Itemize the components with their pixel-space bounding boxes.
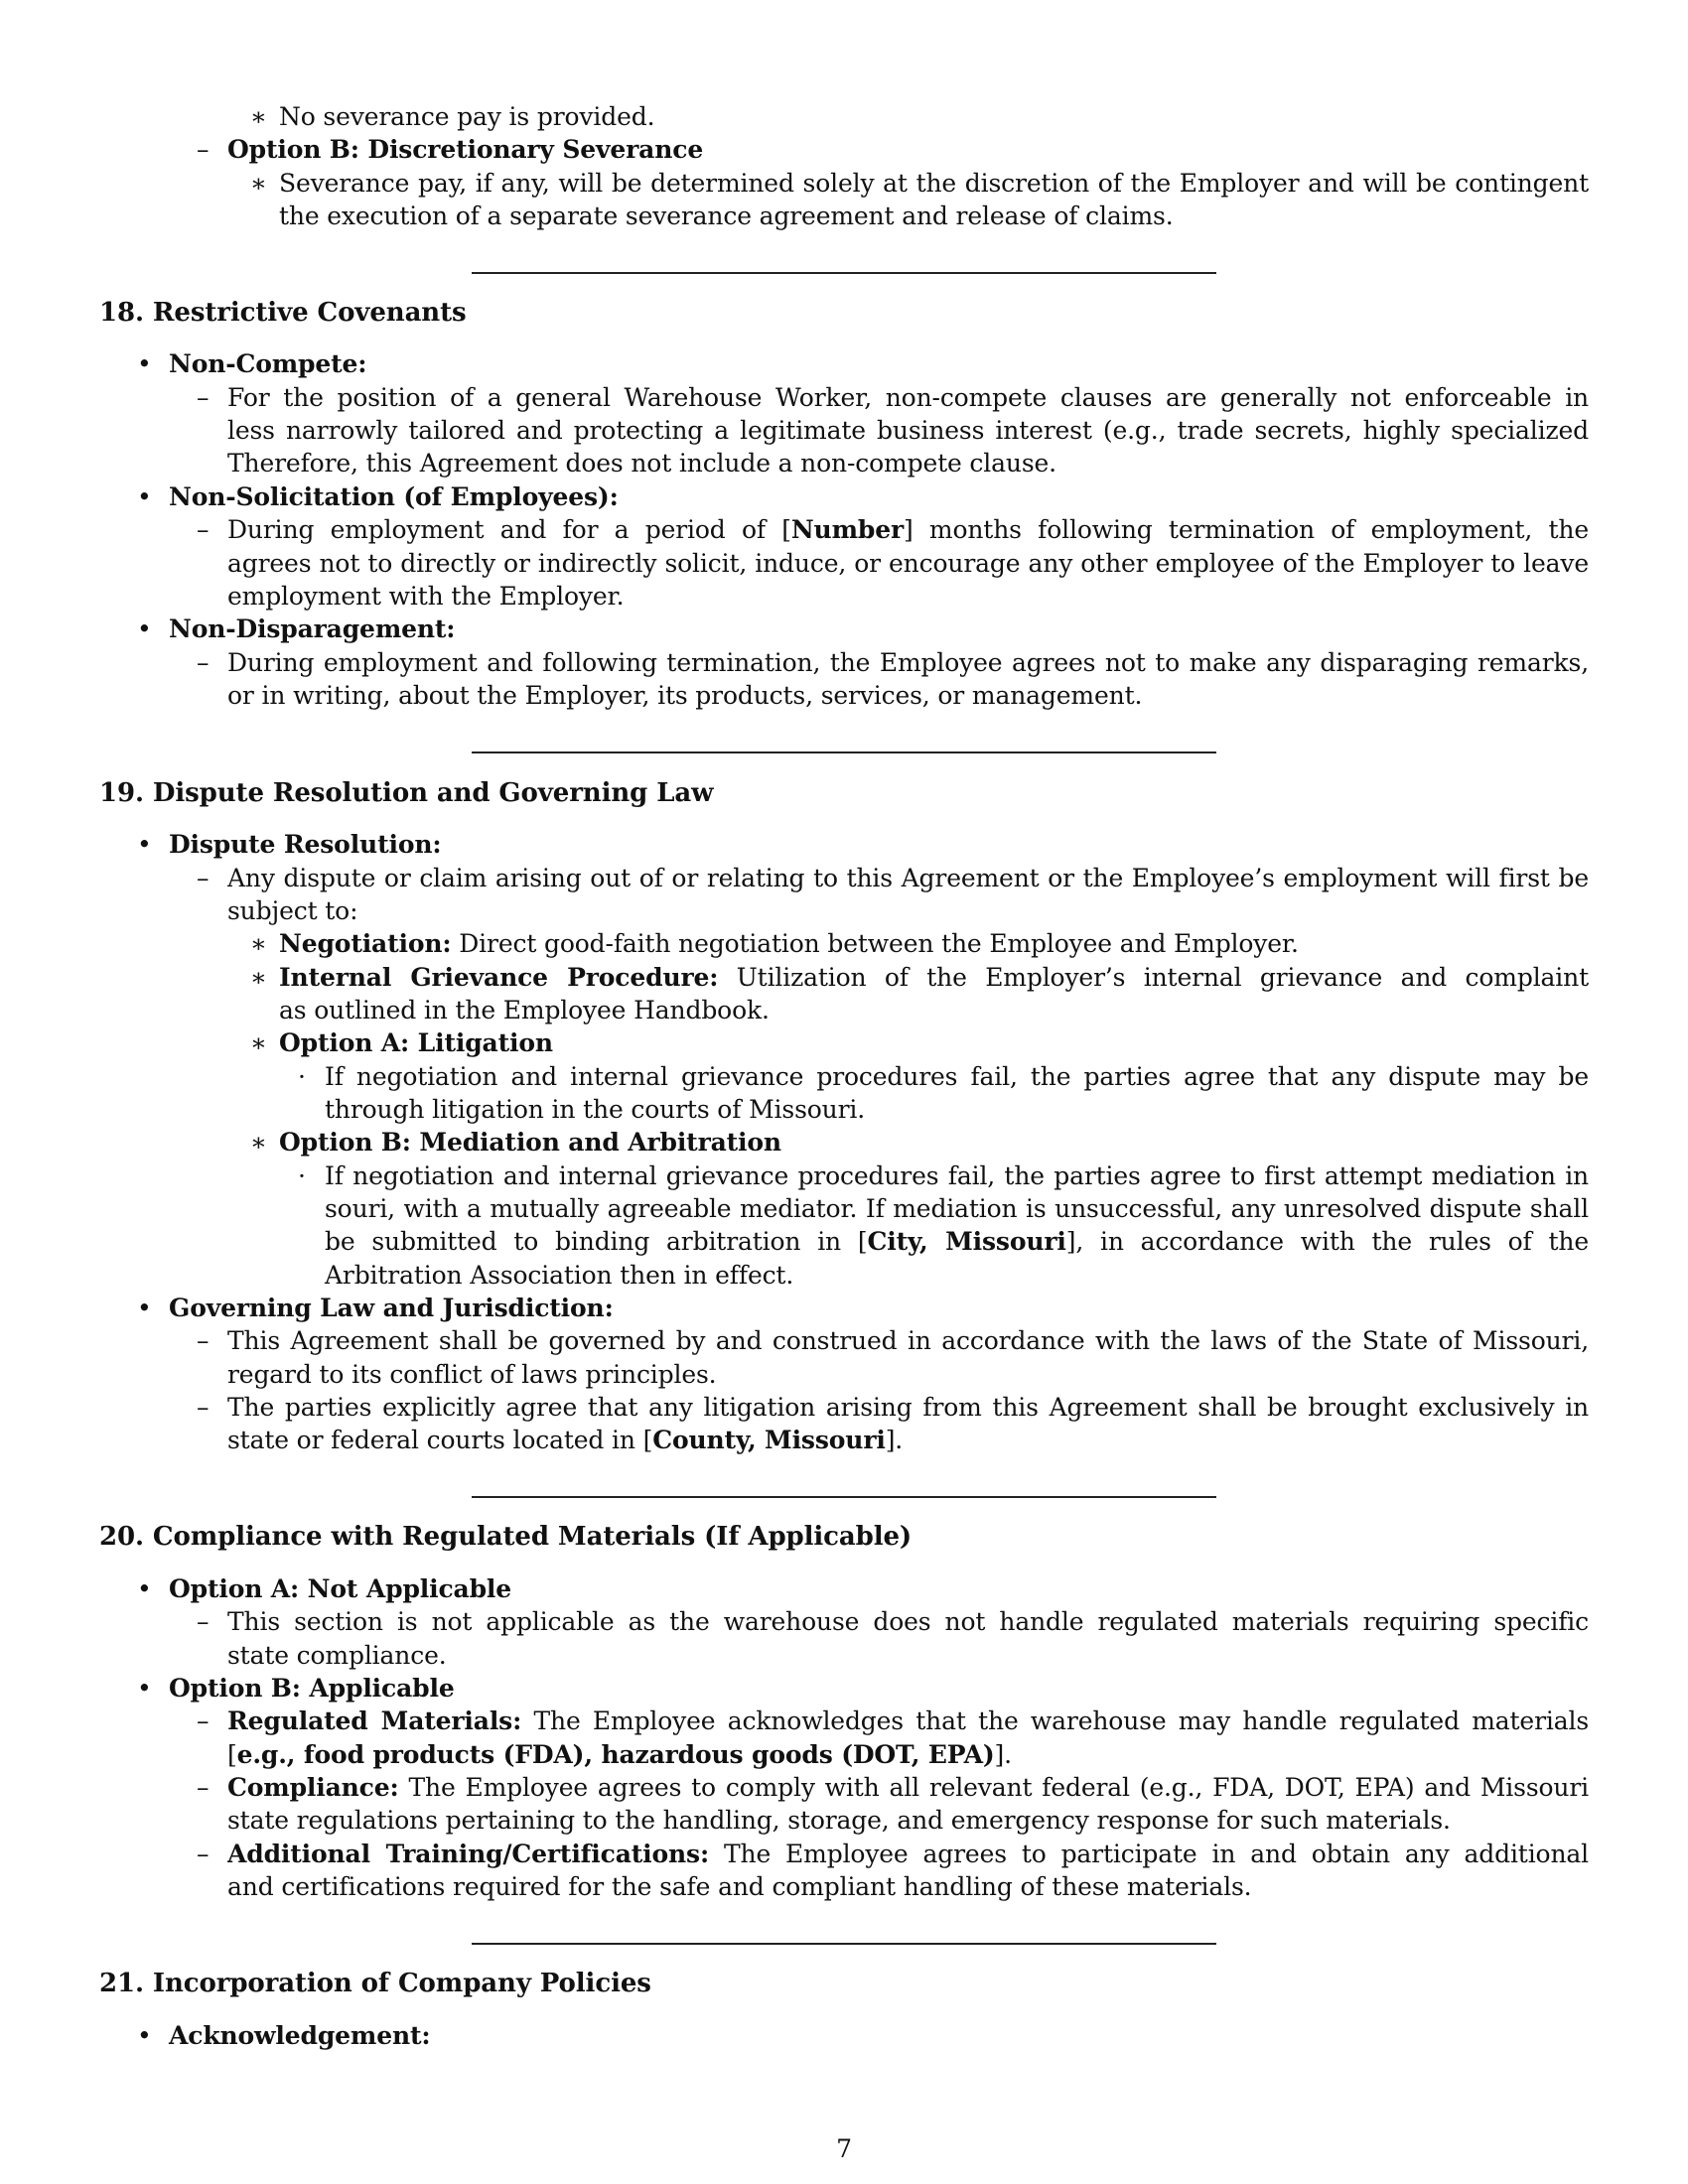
arbitration-option-title: Option B: Mediation and Arbitration (279, 1128, 781, 1157)
section-19-heading: 19. Dispute Resolution and Governing Law (99, 778, 714, 808)
bullet-marker: • (137, 614, 152, 643)
non-compete-text: less narrowly tailored and protecting a legitimate business interest (e.g., trade secrets, highly specialized (227, 416, 1589, 445)
bullet-marker: • (137, 830, 152, 859)
dash-marker: – (197, 1840, 210, 1868)
star-marker: ∗ (250, 1028, 267, 1057)
section-divider (472, 1496, 1216, 1498)
non-compete-text: For the position of a general Warehouse Worker, non-compete clauses are generally not enforceable in (227, 383, 1589, 412)
section-divider (472, 1943, 1216, 1945)
dash-marker: – (197, 864, 210, 892)
non-compete-text: Therefore, this Agreement does not include a non-compete clause. (227, 449, 1056, 478)
dash-marker: – (197, 383, 210, 412)
negotiation-item: Negotiation: Direct good-faith negotiation between the Employee and Employer. (279, 929, 1299, 958)
arbitration-option-text: souri, with a mutually agreeable mediator. If mediation is unsuccessful, any unresolved dispute shall (325, 1194, 1589, 1223)
regulated-materials-item: Regulated Materials: The Employee acknowledges that the warehouse may handle regulated materials (227, 1706, 1589, 1735)
acknowledgement-title: Acknowledgement: (169, 2021, 431, 2050)
dot-marker: · (298, 1062, 306, 1091)
dash-marker: – (197, 1773, 210, 1802)
not-applicable-option-text: state compliance. (227, 1641, 447, 1670)
training-item: and certifications required for the safe and compliant handling of these materials. (227, 1872, 1252, 1901)
star-marker: ∗ (250, 929, 267, 958)
star-marker: ∗ (250, 1128, 267, 1157)
severance-option-b-text: Severance pay, if any, will be determined solely at the discretion of the Employer and will be contingent (279, 169, 1589, 198)
dash-marker: – (197, 1607, 210, 1636)
section-divider (472, 751, 1216, 753)
jurisdiction-text: The parties explicitly agree that any litigation arising from this Agreement shall be brought exclusively in (227, 1393, 1589, 1422)
arbitration-option-text: be submitted to binding arbitration in [City, Missouri], in accordance with the rules of the (325, 1227, 1589, 1256)
non-compete-title: Non-Compete: (169, 349, 367, 378)
dispute-resolution-text: subject to: (227, 896, 358, 925)
non-solicitation-title: Non-Solicitation (of Employees): (169, 482, 619, 511)
star-marker: ∗ (250, 963, 267, 992)
grievance-procedure-item: Internal Grievance Procedure: Utilization of the Employer’s internal grievance and complaint (279, 963, 1589, 992)
dash-marker: – (197, 1326, 210, 1355)
not-applicable-option-title: Option A: Not Applicable (169, 1574, 512, 1603)
section-divider (472, 272, 1216, 274)
page-number: 7 (836, 2134, 852, 2163)
dash-marker: – (197, 135, 210, 164)
compliance-item: state regulations pertaining to the handling, storage, and emergency response for such materials. (227, 1806, 1451, 1835)
non-disparagement-title: Non-Disparagement: (169, 614, 456, 643)
arbitration-option-text: Arbitration Association then in effect. (325, 1261, 794, 1290)
non-solicitation-text: During employment and for a period of [Number] months following termination of employment, the (227, 515, 1589, 544)
non-disparagement-text: or in writing, about the Employer, its products, services, or management. (227, 681, 1143, 710)
section-18-heading: 18. Restrictive Covenants (99, 298, 467, 328)
non-solicitation-text: agrees not to directly or indirectly solicit, induce, or encourage any other employee of the Employer to leave (227, 549, 1589, 578)
severance-option-b-text: the execution of a separate severance agreement and release of claims. (279, 202, 1174, 230)
dispute-resolution-title: Dispute Resolution: (169, 830, 442, 859)
section-20-heading: 20. Compliance with Regulated Materials (If Applicable) (99, 1522, 913, 1552)
section-21-heading: 21. Incorporation of Company Policies (99, 1969, 651, 1998)
governing-law-text: This Agreement shall be governed by and construed in accordance with the laws of the State of Missouri, (227, 1326, 1589, 1355)
dot-marker: · (298, 1161, 306, 1190)
bullet-marker: • (137, 482, 152, 511)
dash-marker: – (197, 1706, 210, 1735)
severance-option-b-title: Option B: Discretionary Severance (227, 135, 704, 164)
governing-law-text: regard to its conflict of laws principles. (227, 1360, 717, 1389)
bullet-marker: • (137, 349, 152, 378)
dash-marker: – (197, 515, 210, 544)
arbitration-option-text: If negotiation and internal grievance procedures fail, the parties agree to first attempt mediation in (325, 1161, 1589, 1190)
litigation-option-text: through litigation in the courts of Missouri. (325, 1095, 866, 1124)
governing-law-title: Governing Law and Jurisdiction: (169, 1294, 614, 1322)
non-disparagement-text: During employment and following termination, the Employee agrees not to make any disparaging remarks, (227, 648, 1589, 677)
dash-marker: – (197, 1393, 210, 1422)
bullet-marker: • (137, 1294, 152, 1322)
grievance-procedure-item: as outlined in the Employee Handbook. (279, 996, 770, 1024)
bullet-marker: • (137, 1574, 152, 1603)
non-solicitation-text: employment with the Employer. (227, 582, 625, 611)
star-marker: ∗ (250, 102, 267, 131)
not-applicable-option-text: This section is not applicable as the warehouse does not handle regulated materials requiring specific (227, 1607, 1589, 1636)
severance-no-pay: No severance pay is provided. (279, 102, 655, 131)
bullet-marker: • (137, 2021, 152, 2050)
training-item: Additional Training/Certifications: The Employee agrees to participate in and obtain any additional (227, 1840, 1589, 1868)
applicable-option-title: Option B: Applicable (169, 1674, 455, 1703)
litigation-option-title: Option A: Litigation (279, 1028, 553, 1057)
dispute-resolution-text: Any dispute or claim arising out of or relating to this Agreement or the Employee’s employment will first be (227, 864, 1589, 892)
star-marker: ∗ (250, 169, 267, 198)
jurisdiction-text: state or federal courts located in [County, Missouri]. (227, 1426, 904, 1454)
regulated-materials-item: [e.g., food products (FDA), hazardous goods (DOT, EPA)]. (227, 1740, 1012, 1769)
compliance-item: Compliance: The Employee agrees to comply with all relevant federal (e.g., FDA, DOT, EPA) and Missouri (227, 1773, 1589, 1802)
bullet-marker: • (137, 1674, 152, 1703)
litigation-option-text: If negotiation and internal grievance procedures fail, the parties agree that any dispute may be (325, 1062, 1589, 1091)
dash-marker: – (197, 648, 210, 677)
